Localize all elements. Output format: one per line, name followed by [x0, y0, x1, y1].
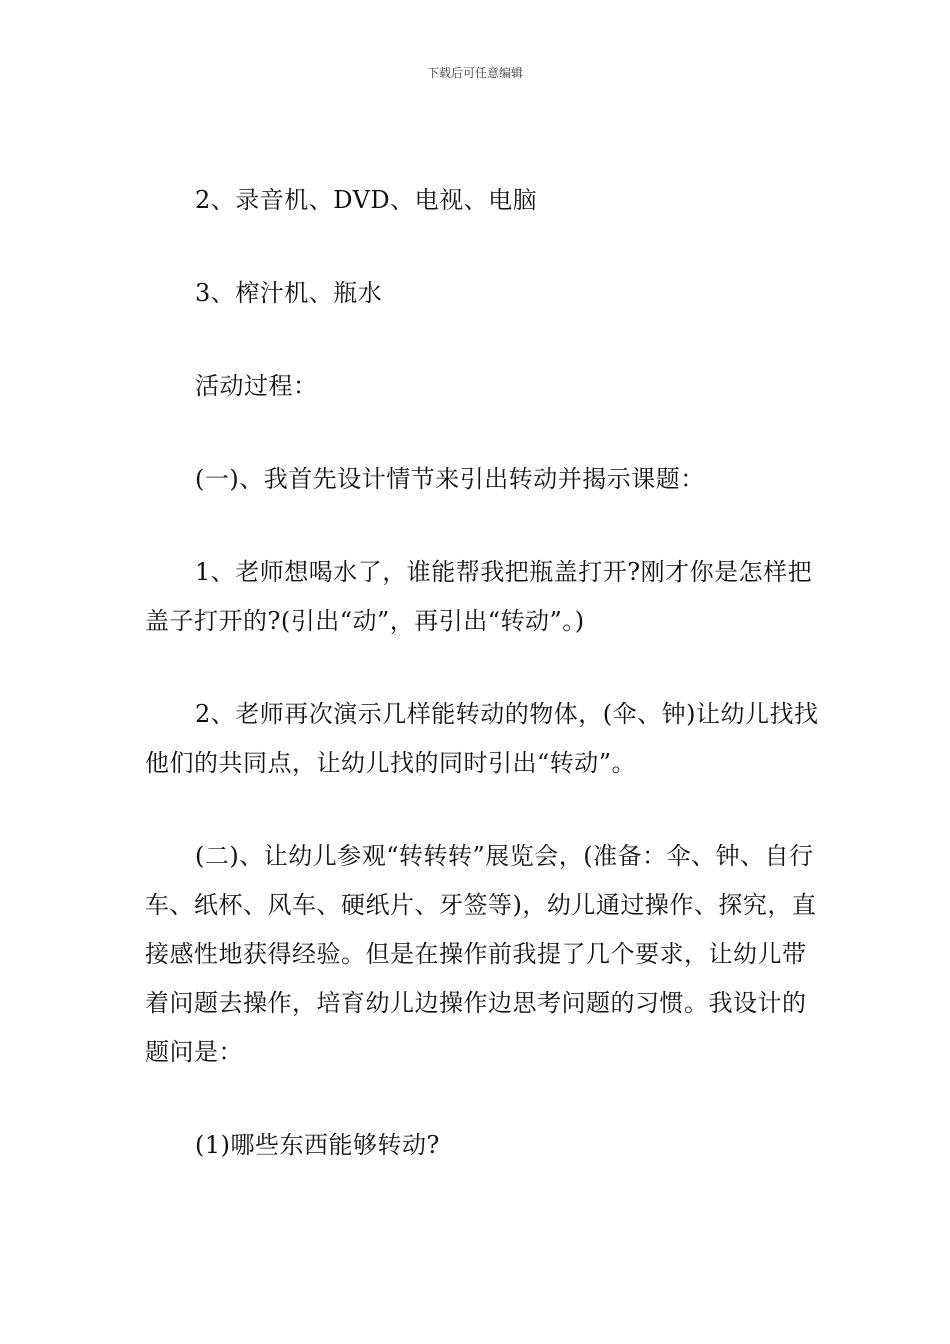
paragraph-materials-3: 3、榨汁机、瓶水: [195, 279, 383, 307]
paragraph-question-1: (1)哪些东西能够转动?: [195, 1131, 440, 1159]
page-header: 下载后可任意编辑: [426, 66, 523, 80]
paragraph-materials-2: 2、录音机、DVD、电视、电脑: [195, 186, 538, 214]
paragraph-section-1: (一)、我首先设计情节来引出转动并揭示课题：: [195, 465, 705, 493]
document-body: [145, 176, 830, 1214]
paragraph-section-2: (二)、让幼儿参观“转转转”展览会，(准备：伞、钟、自行车、纸杯、风车、硬纸片、牙签等)，幼儿通过操作、探究，直接感性地获得经验。但是在操作前我提了几个要求，让幼儿带着问题去操作，培育幼儿边操作边思考问题的习惯。我设计的题问是：: [145, 842, 817, 1066]
paragraph-step-1: 1、老师想喝水了，谁能帮我把瓶盖打开?刚才你是怎样把盖子打开的?(引出“动”，再引出“转动”。): [145, 558, 813, 635]
paragraph-step-2: 2、老师再次演示几样能转动的物体，(伞、钟)让幼儿找找他们的共同点，让幼儿找的同时引出“转动”。: [145, 700, 819, 777]
paragraph-process-heading: 活动过程：: [195, 372, 318, 400]
